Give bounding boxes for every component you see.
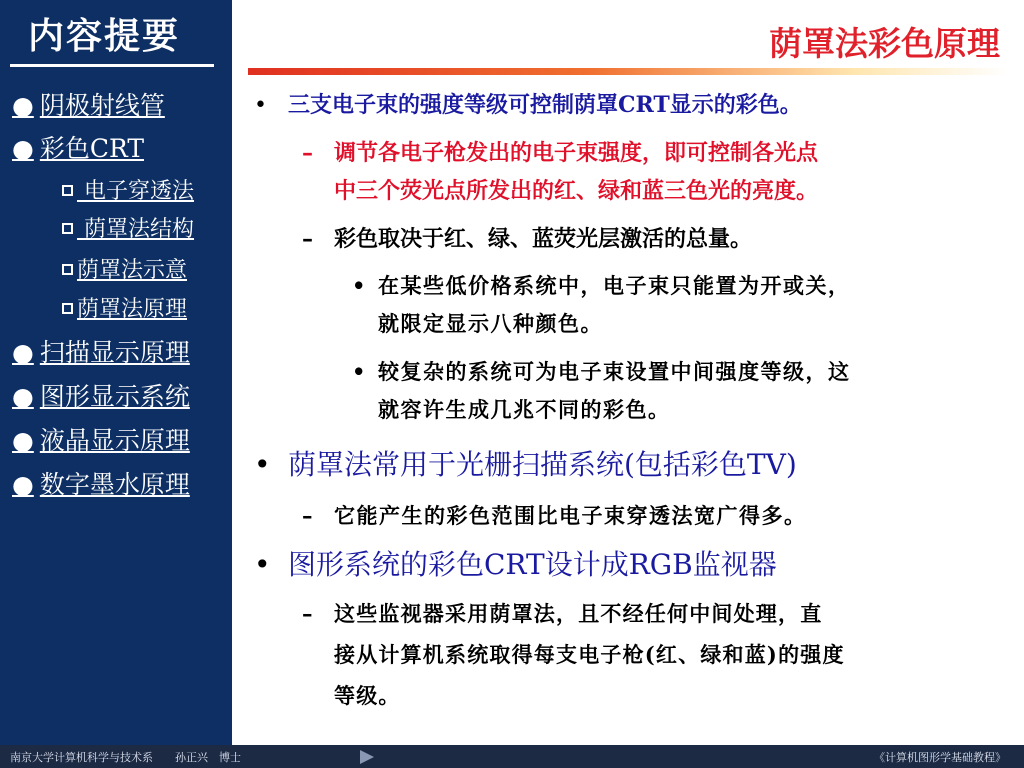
nav-item-color-crt[interactable] xyxy=(12,129,144,165)
sub-bullet-text: 彩色取决于红、绿、蓝荧光层激活的总量。 xyxy=(334,226,753,252)
bullet-dot-icon: ● xyxy=(12,382,34,411)
sub-bullet-continuation: 等级。 xyxy=(334,683,401,708)
sub-bullet-continuation: 中三个荧光点所发出的红、绿和蓝三色光的亮度。 xyxy=(334,178,819,204)
nav-item-lcd-principle[interactable] xyxy=(12,421,190,457)
footer-author: 南京大学计算机科学与技术系 孙正兴 博士 xyxy=(10,751,241,764)
sub-sub-bullet-line xyxy=(352,356,851,386)
sub-bullet-continuation: 接从计算机系统取得每支电子枪(红、绿和蓝)的强度 xyxy=(334,642,845,667)
footer-bar xyxy=(0,745,1024,768)
bullet-dot-icon: ● xyxy=(12,134,34,163)
nav-label: 液晶显示原理 xyxy=(39,426,190,455)
nav-label: 彩色CRT xyxy=(39,134,145,163)
nav-label: 荫罩法结构 xyxy=(84,217,195,242)
nav-item-shadow-mask-structure[interactable] xyxy=(62,212,194,243)
sub-bullet-line xyxy=(302,136,818,167)
dash-marker: – xyxy=(302,140,313,166)
bullet-line-3 xyxy=(254,543,777,583)
sub-sub-bullet-text: 较复杂的系统可为电子束设置中间强度等级，这 xyxy=(378,359,851,384)
nav-label: 数字墨水原理 xyxy=(39,470,190,499)
sub-bullet-text: 这些监视器采用荫罩法，且不经任何中间处理，直 xyxy=(334,601,823,626)
bullet-marker: • xyxy=(254,93,267,118)
bullet-line-1 xyxy=(254,88,802,119)
bullet-marker: • xyxy=(254,548,271,581)
nav-label: 图形显示系统 xyxy=(39,382,190,411)
bullet-dot-icon: ● xyxy=(12,338,34,367)
sidebar-divider xyxy=(10,64,214,67)
sub-sub-bullet-continuation: 就限定显示八种颜色。 xyxy=(378,311,603,336)
bullet-marker: • xyxy=(352,359,367,384)
nav-label: 电子穿透法 xyxy=(84,179,195,204)
sidebar-title: 内容提要 xyxy=(28,16,181,57)
nav-item-digital-ink[interactable] xyxy=(12,465,190,501)
bullet-dot-icon: ● xyxy=(12,470,34,499)
bullet-line-2 xyxy=(254,443,797,483)
dash-marker: – xyxy=(302,503,314,528)
nav-item-shadow-mask-diagram[interactable] xyxy=(62,253,187,284)
bullet-marker: • xyxy=(352,273,367,298)
sub-bullet-line xyxy=(302,598,822,628)
nav-label: 荫罩法示意 xyxy=(77,258,188,283)
sub-bullet-text: 它能产生的彩色范围比电子束穿透法宽广得多。 xyxy=(334,503,807,528)
nav-item-graphics-display-system[interactable] xyxy=(12,377,190,413)
dash-marker: – xyxy=(302,226,313,252)
square-bullet-icon xyxy=(62,303,73,314)
footer-book-title: 《计算机图形学基础教程》 xyxy=(874,751,1006,764)
bullet-dot-icon: ● xyxy=(12,91,34,120)
dash-marker: – xyxy=(302,601,314,626)
square-bullet-icon xyxy=(62,185,73,196)
nav-label: 荫罩法原理 xyxy=(77,297,188,322)
square-bullet-icon xyxy=(62,264,73,275)
sub-sub-bullet-line xyxy=(352,270,851,300)
nav-label: 阴极射线管 xyxy=(39,91,165,120)
nav-item-scan-display[interactable] xyxy=(12,333,190,369)
sub-sub-bullet-continuation: 就容许生成几兆不同的彩色。 xyxy=(378,397,671,422)
arrow-icon xyxy=(360,750,374,764)
sidebar xyxy=(0,0,232,745)
sub-bullet-text: 调节各电子枪发出的电子束强度，即可控制各光点 xyxy=(334,140,819,166)
square-bullet-icon xyxy=(62,223,73,234)
nav-item-beam-penetration[interactable] xyxy=(62,174,194,205)
bullet-text: 三支电子束的强度等级可控制荫罩CRT显示的彩色。 xyxy=(288,92,802,118)
sub-sub-bullet-text: 在某些低价格系统中，电子束只能置为开或关， xyxy=(378,273,851,298)
bullet-text: 图形系统的彩色CRT设计成RGB监视器 xyxy=(288,548,777,581)
nav-item-shadow-mask-principle[interactable] xyxy=(62,292,187,323)
sub-bullet-line xyxy=(302,222,752,253)
sub-bullet-line xyxy=(302,500,807,530)
nav-label: 扫描显示原理 xyxy=(39,338,190,367)
bullet-text: 荫罩法常用于光栅扫描系统(包括彩色TV) xyxy=(288,448,797,481)
title-underline-bar xyxy=(248,68,1008,75)
slide-title: 荫罩法彩色原理 xyxy=(769,24,1000,63)
bullet-dot-icon: ● xyxy=(12,426,34,455)
bullet-marker: • xyxy=(254,448,271,481)
nav-item-crt-tube[interactable] xyxy=(12,86,165,122)
